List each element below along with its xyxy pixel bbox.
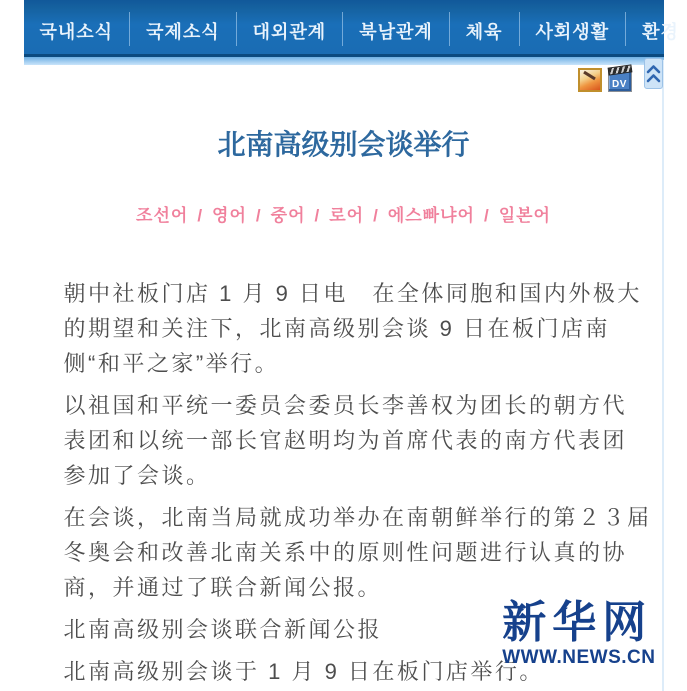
lang-link-spanish[interactable]: 에스빠냐어 xyxy=(387,206,475,225)
slash-separator: / xyxy=(255,206,262,225)
nav-bottom-highlight-strip xyxy=(24,57,664,65)
text-line: 商，并通过了联合新闻公报。 xyxy=(63,575,383,600)
text-line: 参加了会谈。 xyxy=(63,463,211,488)
lang-link-russian[interactable]: 로어 xyxy=(329,206,365,225)
clapperboard-icon xyxy=(607,64,632,75)
photo-icon-detail xyxy=(583,71,596,80)
nav-item-north-south-relations[interactable]: 북남관계 xyxy=(359,22,433,42)
photo-icon[interactable] xyxy=(578,68,602,92)
text-line: 北南高级别会谈于 1 月 9 日在板门店举行。 xyxy=(63,659,544,684)
lang-link-japanese[interactable]: 일본어 xyxy=(498,206,551,225)
text-line: 以祖国和平统一委员会委员长李善权为团长的朝方代 xyxy=(63,393,628,418)
nav-item-sports[interactable]: 체육 xyxy=(465,22,503,42)
text-line: 冬奥会和改善北南关系中的原则性问题进行认真的协 xyxy=(63,540,628,565)
article-paragraph xyxy=(64,276,664,381)
article-body xyxy=(24,125,664,689)
text-line: 表团和以统一部长官赵明均为首席代表的南方代表团 xyxy=(63,428,628,453)
nav-item-external-relations[interactable]: 대외관계 xyxy=(252,22,327,42)
text-line: 侧“和平之家”举行。 xyxy=(63,351,280,376)
article-paragraph xyxy=(64,654,664,689)
nav-item-social-life[interactable]: 사회생활 xyxy=(535,22,610,42)
scroll-to-top-button[interactable] xyxy=(644,58,663,89)
video-dv-icon[interactable] xyxy=(608,68,632,92)
nav-item-world-news[interactable]: 국제소식 xyxy=(146,22,220,42)
nav-item-domestic-news[interactable]: 국내소식 xyxy=(39,22,114,42)
slash-separator: / xyxy=(197,206,204,225)
slash-separator: / xyxy=(373,206,379,225)
top-navigation-bar xyxy=(24,0,679,57)
article-paragraph xyxy=(64,612,664,647)
text-line: 的期望和关注下，北南高级别会谈 9 日在板门店南 xyxy=(63,316,610,341)
text-line: 朝中社板门店 1 月 9 日电 在全体同胞和国内外极大 xyxy=(63,281,642,306)
text-line: 北南高级别会谈联合新闻公报 xyxy=(63,617,383,642)
media-toolbar xyxy=(24,65,664,95)
text-line: 在会谈，北南当局就成功举办在南朝鲜举行的第２３届 xyxy=(63,505,652,530)
xinhuanet-logo-text: 新华网 xyxy=(502,598,653,647)
slash-separator: / xyxy=(483,206,490,225)
nav-item-environment[interactable]: 환경 xyxy=(642,22,679,42)
slash-separator: / xyxy=(314,206,321,225)
xinhuanet-url-text: WWW.NEWS.CN xyxy=(502,647,656,668)
kcna-chinese-article-page xyxy=(24,0,679,691)
dv-icon-label: DV xyxy=(612,79,627,90)
article-paragraph xyxy=(64,500,664,605)
lang-link-chinese[interactable]: 중어 xyxy=(270,206,306,225)
double-chevron-up-icon xyxy=(646,63,661,85)
article-text xyxy=(24,276,664,689)
language-links-bar xyxy=(24,201,664,226)
lang-link-korean[interactable]: 조선어 xyxy=(136,206,189,225)
article-title: 北南高级别会谈举行 xyxy=(217,129,470,160)
lang-link-english[interactable]: 영어 xyxy=(212,206,247,225)
article-paragraph xyxy=(64,388,664,493)
